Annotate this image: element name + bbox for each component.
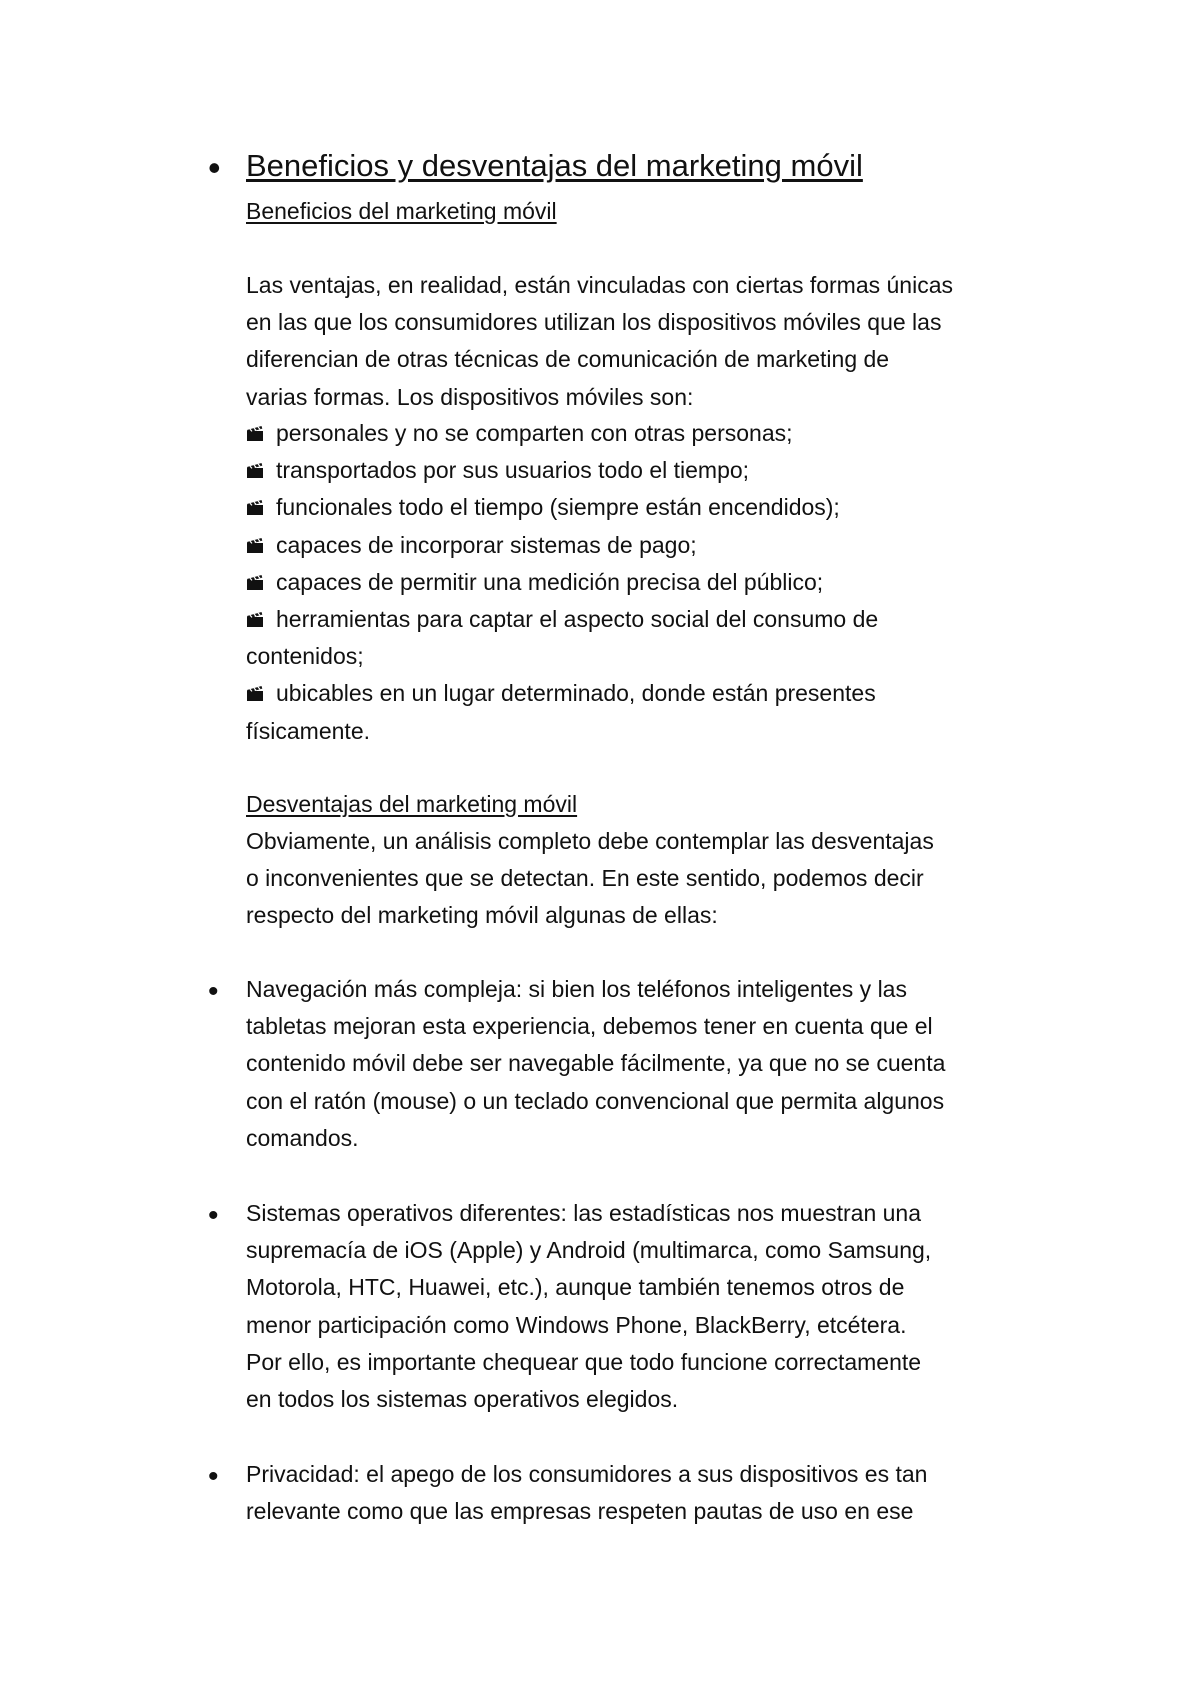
benefits-list-item-line xyxy=(246,675,1046,712)
point-line: supremacía de iOS (Apple) y Android (multimarca, como Samsung, xyxy=(246,1237,932,1264)
disadvantages-intro-line: respecto del marketing móvil algunas de ellas: xyxy=(246,902,718,929)
benefits-list-item xyxy=(246,601,1046,675)
benefits-intro xyxy=(246,267,1046,416)
point-line: menor participación como Windows Phone, BlackBerry, etcétera. xyxy=(246,1311,907,1338)
clapperboard-icon xyxy=(246,537,264,554)
benefits-list-item-text: capaces de permitir una medición precisa del público; xyxy=(276,568,824,595)
point-bullet: • xyxy=(208,975,219,1008)
clapperboard-icon xyxy=(246,425,264,442)
disadvantages-intro xyxy=(246,823,1046,935)
benefits-list-item-line xyxy=(246,527,1046,564)
point-line: contenido móvil debe ser navegable fácilmente, ya que no se cuenta xyxy=(246,1050,946,1077)
section-bullet: • xyxy=(208,147,221,188)
benefits-list-item-line xyxy=(246,564,1046,601)
benefits-subtitle: Beneficios del marketing móvil xyxy=(246,198,557,224)
point-line: Sistemas operativos diferentes: las estadísticas nos muestran una xyxy=(246,1200,922,1226)
clapperboard-icon xyxy=(246,499,264,516)
point-line: comandos. xyxy=(246,1124,359,1151)
clapperboard-icon xyxy=(246,685,264,702)
clapperboard-icon xyxy=(246,611,264,628)
benefits-list xyxy=(246,415,1046,750)
benefits-list-item-text: funcionales todo el tiempo (siempre están encendidos); xyxy=(276,494,840,521)
benefits-list-item-line xyxy=(246,601,1046,638)
benefits-list-item-text: transportados por sus usuarios todo el tiempo; xyxy=(276,457,750,484)
benefits-intro-line: diferencian de otras técnicas de comunicación de marketing de xyxy=(246,346,890,373)
benefits-list-item-text: personales y no se comparten con otras personas; xyxy=(276,420,793,446)
benefits-list-item-text: contenidos; xyxy=(246,643,364,670)
benefits-list-item-text: capaces de incorporar sistemas de pago; xyxy=(276,531,697,558)
benefits-list-item-text: herramientas para captar el aspecto social del consumo de xyxy=(276,606,879,633)
benefits-intro-line: en las que los consumidores utilizan los dispositivos móviles que las xyxy=(246,309,942,336)
benefits-list-item-line xyxy=(246,638,1046,675)
benefits-intro-line: Las ventajas, en realidad, están vinculadas con ciertas formas únicas xyxy=(246,272,954,298)
point-line: Motorola, HTC, Huawei, etc.), aunque también tenemos otros de xyxy=(246,1274,905,1301)
disadvantage-point-operating-systems xyxy=(246,1195,1046,1418)
disadvantages-intro-line: o inconvenientes que se detectan. En este sentido, podemos decir xyxy=(246,865,924,892)
benefits-list-item xyxy=(246,527,1046,564)
point-line: relevante como que las empresas respeten pautas de uso en ese xyxy=(246,1498,914,1525)
benefits-list-item xyxy=(246,415,1046,452)
benefits-list-item xyxy=(246,489,1046,526)
benefits-list-item xyxy=(246,675,1046,749)
benefits-list-item xyxy=(246,452,1046,489)
disadvantages-subtitle: Desventajas del marketing móvil xyxy=(246,791,578,817)
point-line: con el ratón (mouse) o un teclado convencional que permita algunos xyxy=(246,1087,945,1114)
benefits-list-item-text: físicamente. xyxy=(246,717,370,744)
point-line: en todos los sistemas operativos elegidos. xyxy=(246,1386,679,1413)
benefits-list-item xyxy=(246,564,1046,601)
benefits-list-item-line xyxy=(246,415,1046,452)
disadvantage-point-privacy xyxy=(246,1456,1046,1530)
point-line: Por ello, es importante chequear que todo funcione correctamente xyxy=(246,1348,922,1375)
disadvantages-intro-line: Obviamente, un análisis completo debe contemplar las desventajas xyxy=(246,828,934,854)
disadvantage-point-navigation xyxy=(246,971,1046,1157)
point-bullet: • xyxy=(208,1460,219,1493)
point-bullet: • xyxy=(208,1199,219,1232)
clapperboard-icon xyxy=(246,462,264,479)
point-line: Navegación más compleja: si bien los teléfonos inteligentes y las xyxy=(246,976,907,1002)
point-line: Privacidad: el apego de los consumidores a sus dispositivos es tan xyxy=(246,1461,928,1487)
benefits-list-item-line xyxy=(246,452,1046,489)
point-line: tabletas mejoran esta experiencia, debemos tener en cuenta que el xyxy=(246,1013,933,1040)
benefits-intro-line: varias formas. Los dispositivos móviles son: xyxy=(246,383,694,410)
clapperboard-icon xyxy=(246,574,264,591)
benefits-list-item-text: ubicables en un lugar determinado, donde están presentes xyxy=(276,680,876,707)
section-title: Beneficios y desventajas del marketing móvil xyxy=(246,148,863,183)
benefits-list-item-line xyxy=(246,713,1046,750)
benefits-list-item-line xyxy=(246,489,1046,526)
